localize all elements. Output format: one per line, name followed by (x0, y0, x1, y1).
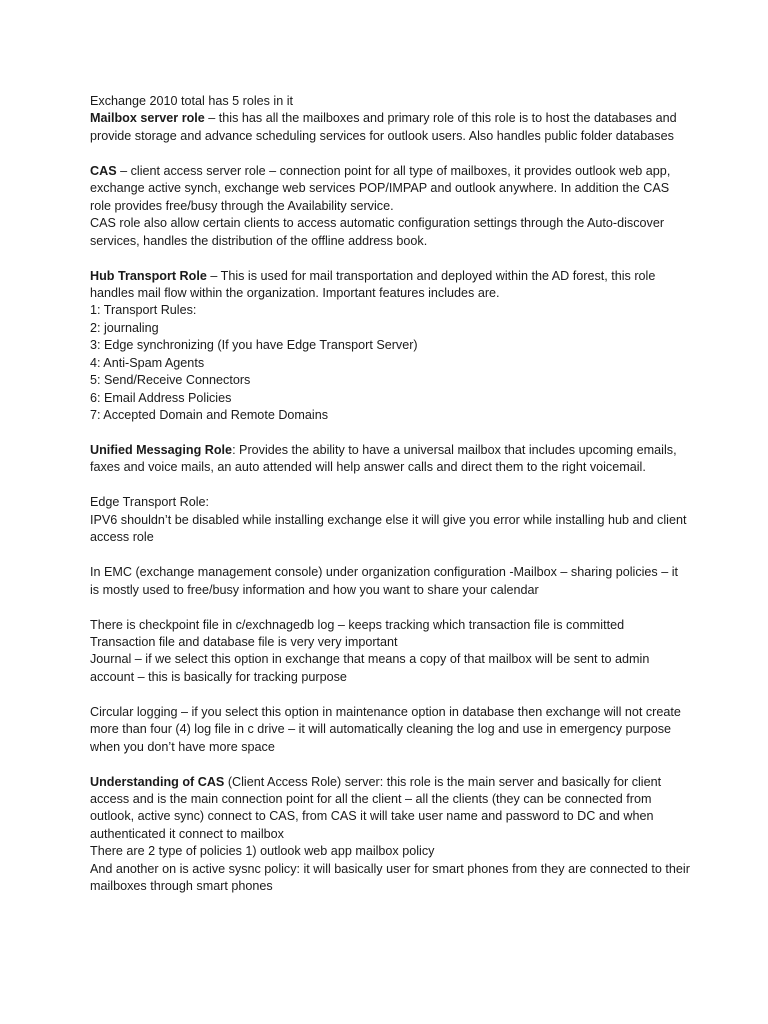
intro-line: Exchange 2010 total has 5 roles in it (90, 94, 294, 108)
feature-item: 4: Anti-Spam Agents (90, 355, 205, 370)
spacer (90, 425, 690, 442)
cas-text: – client access server role – connection point for all type of mailboxes, it provides outlook web app, exchange active synch, exchange web services POP/IMPAP and outlook anywhere. In addition the CAS role provides free/busy through the Availability service. (90, 163, 671, 213)
edge-transport-heading: Edge Transport Role: (90, 495, 210, 510)
feature-item: 1: Transport Rules: (90, 303, 197, 318)
spacer (90, 686, 690, 703)
spacer (90, 145, 690, 162)
feature-item: 6: Email Address Policies (90, 390, 232, 405)
spacer (90, 756, 690, 773)
hub-transport-paragraph (90, 268, 690, 303)
hub-transport-heading: Hub Transport Role (90, 268, 207, 283)
hub-transport-text: – This is used for mail transportation and deployed within the AD forest, this role handles mail flow within the organization. Important features includes are. (90, 268, 656, 300)
cas-autodiscover-paragraph: CAS role also allow certain clients to access automatic configuration settings through the Auto-discover services, handles the distribution of the offline address book. (90, 216, 665, 248)
circular-logging-paragraph: Circular logging – if you select this option in maintenance option in database then exchange will not create more than four (4) log file in c drive – it will automatically cleaning the log and use in emergency purpose when you don’t have more space (90, 704, 681, 754)
mailbox-role-paragraph (90, 110, 690, 145)
mailbox-role-heading: Mailbox server role (90, 111, 205, 126)
spacer (90, 250, 690, 267)
spacer (90, 547, 690, 564)
unified-messaging-paragraph (90, 442, 690, 477)
understanding-cas-text: (Client Access Role) server: this role is the main server and basically for client access and is the main connection point for all the client – all the clients (they can be connected from outlook, active sync) connect to CAS, from CAS it will take user name and password to DC and when authenticated it connect to mailbox (90, 774, 662, 841)
policies-line: There are 2 type of policies 1) outlook web app mailbox policy (90, 844, 435, 859)
feature-item: 3: Edge synchronizing (If you have Edge Transport Server) (90, 338, 418, 353)
unified-messaging-heading: Unified Messaging Role (90, 443, 233, 458)
cas-paragraph (90, 163, 690, 215)
mailbox-role-text: – this has all the mailboxes and primary role of this role is to host the databases and provide storage and advance scheduling services for outlook users. Also handles public folder databases (90, 111, 677, 143)
transaction-line: Transaction file and database file is very very important (90, 634, 398, 649)
understanding-cas-paragraph (90, 774, 690, 844)
spacer (90, 477, 690, 494)
feature-item: 7: Accepted Domain and Remote Domains (90, 408, 329, 423)
spacer (90, 599, 690, 616)
document-body (90, 93, 690, 896)
journal-paragraph: Journal – if we select this option in exchange that means a copy of that mailbox will be sent to admin account – this is basically for tracking purpose (90, 652, 650, 684)
checkpoint-line: There is checkpoint file in c/exchnagedb log – keeps tracking which transaction file is committed (90, 617, 625, 632)
emc-paragraph: In EMC (exchange management console) under organization configuration -Mailbox – sharing policies – it is mostly used to free/busy information and how you want to share your calendar (90, 565, 679, 597)
unified-messaging-text: : Provides the ability to have a universal mailbox that includes upcoming emails, faxes and voice mails, an auto attended will help answer calls and direct them to the right voicemail. (90, 443, 677, 475)
activesync-policy-paragraph: And another on is active sysnc policy: it will basically user for smart phones from they are connected to their mailboxes through smart phones (90, 861, 690, 894)
cas-heading: CAS (90, 163, 117, 178)
feature-item: 5: Send/Receive Connectors (90, 373, 251, 388)
feature-item: 2: journaling (90, 320, 159, 335)
understanding-cas-heading: Understanding of CAS (90, 774, 225, 789)
edge-transport-text: IPV6 shouldn’t be disabled while installing exchange else it will give you error while installing hub and client access role (90, 512, 687, 545)
